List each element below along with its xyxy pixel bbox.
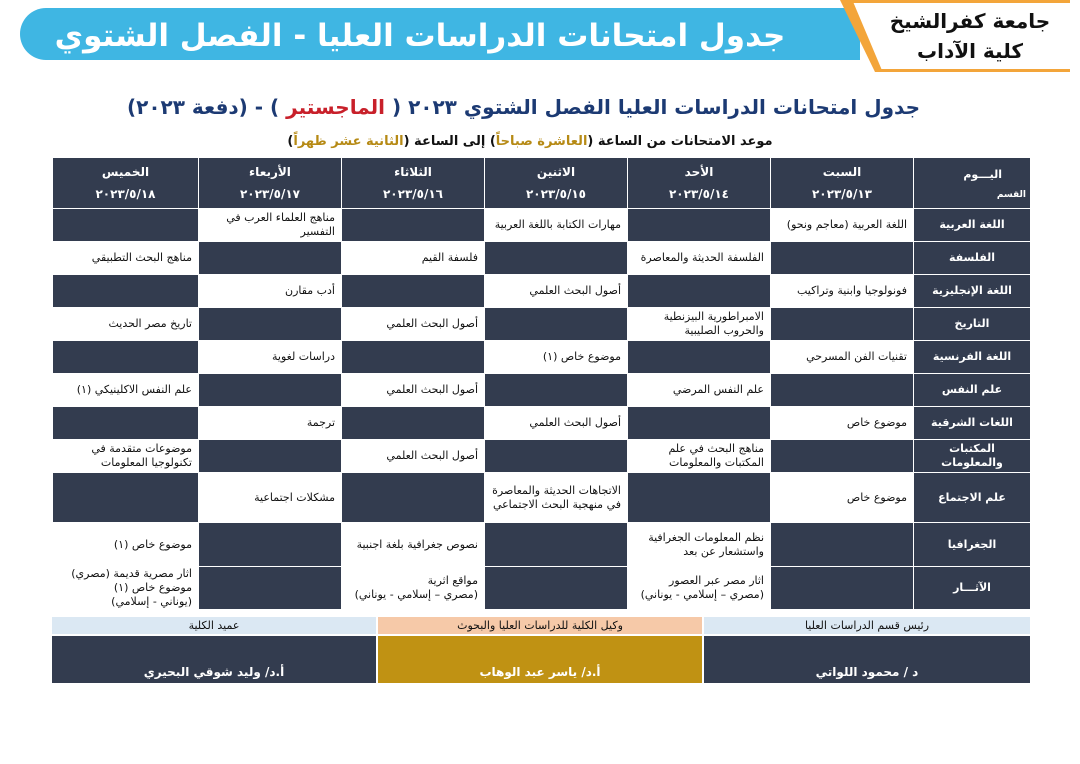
schedule-cell-empty <box>485 242 628 275</box>
table-row-geography <box>53 523 1031 567</box>
schedule-cell-empty <box>628 209 771 242</box>
exam-schedule-table <box>52 157 1031 610</box>
schedule-cell: نصوص جغرافية بلغة اجنبية <box>342 523 485 567</box>
schedule-cell-empty <box>342 209 485 242</box>
schedule-cell: أصول البحث العلمي <box>485 407 628 440</box>
subtitle-prefix: جدول امتحانات الدراسات العليا الفصل الشتوي ٢٠٢٣ ( <box>391 95 920 119</box>
dept-name: اللغات الشرقية <box>914 407 1031 440</box>
cell-line: مواقع اثرية <box>427 574 478 587</box>
table-row <box>53 407 1031 440</box>
schedule-cell: الاتجاهات الحديثة والمعاصرة في منهجية البحث الاجتماعي <box>485 473 628 523</box>
day-header-saturday <box>771 158 914 209</box>
end-time: الثانية عشر ظهراً <box>293 134 404 149</box>
schedule-cell-empty <box>771 440 914 473</box>
dept-name: اللغة الإنجليزية <box>914 275 1031 308</box>
day-header-wednesday <box>199 158 342 209</box>
schedule-cell <box>53 567 199 610</box>
subtitle-suffix: ) - (دفعة ٢٠٢٣) <box>126 95 280 119</box>
signature-name-vice-dean <box>378 636 702 683</box>
dept-name: علم النفس <box>914 374 1031 407</box>
time-middle: ) إلى الساعة ( <box>403 134 496 149</box>
dept-name: الفلسفة <box>914 242 1031 275</box>
schedule-cell <box>628 567 771 610</box>
schedule-cell: موضوعات متقدمة في تكنولوجيا المعلومات <box>53 440 199 473</box>
cell-line: اثار مصر عبر العصور <box>669 574 764 587</box>
schedule-cell-empty <box>53 275 199 308</box>
schedule-cell-empty <box>199 567 342 610</box>
exam-time-note <box>280 130 780 154</box>
schedule-cell-empty <box>342 341 485 374</box>
signature-title-head-of-dept: رئيس قسم الدراسات العليا <box>704 617 1030 634</box>
signature-name-dean <box>52 636 376 683</box>
schedule-cell-empty <box>485 308 628 341</box>
schedule-cell: مناهج البحث في علم المكتبات والمعلومات <box>628 440 771 473</box>
time-suffix: ) <box>287 134 294 149</box>
cell-line: (مصري – إسلامي - يوناني) <box>354 588 478 601</box>
day-date: ٢٠٢٣/٥/١٦ <box>382 187 444 201</box>
schedule-cell-empty <box>199 440 342 473</box>
schedule-cell: أصول البحث العلمي <box>485 275 628 308</box>
cell-line: موضوع خاص (١) <box>113 581 192 594</box>
day-name: الخميس <box>101 165 150 179</box>
dept-name: التاريخ <box>914 308 1031 341</box>
schedule-cell-empty <box>628 341 771 374</box>
schedule-cell: علم النفس الاكلينيكي (١) <box>53 374 199 407</box>
page-title: جدول امتحانات الدراسات العليا - الفصل الشتوي 2023 <box>54 18 786 98</box>
day-header-thursday <box>53 158 199 209</box>
schedule-cell-empty <box>771 308 914 341</box>
dept-name: اللغة العربية <box>914 209 1031 242</box>
schedule-cell <box>342 567 485 610</box>
schedule-cell-empty <box>485 523 628 567</box>
schedule-cell: تقنيات الفن المسرحي <box>771 341 914 374</box>
schedule-cell: موضوع خاص (١) <box>53 523 199 567</box>
schedule-cell: فونولوجيا وابنية وتراكيب <box>771 275 914 308</box>
schedule-cell-empty <box>199 308 342 341</box>
table-row <box>53 275 1031 308</box>
table-row <box>53 209 1031 242</box>
schedule-cell-empty <box>628 407 771 440</box>
schedule-cell-empty <box>342 473 485 523</box>
schedule-cell: موضوع خاص <box>771 407 914 440</box>
schedule-cell: مشكلات اجتماعية <box>199 473 342 523</box>
schedule-cell: موضوع خاص <box>771 473 914 523</box>
dept-name: علم الاجتماع <box>914 473 1031 523</box>
day-name: الثلاثاء <box>394 165 432 179</box>
schedule-cell-empty <box>771 567 914 610</box>
schedule-cell-empty <box>628 473 771 523</box>
dept-name: اللغة الفرنسية <box>914 341 1031 374</box>
schedule-cell-empty <box>53 407 199 440</box>
schedule-cell: أصول البحث العلمي <box>342 440 485 473</box>
time-prefix: موعد الامتحانات من الساعة ( <box>587 134 773 149</box>
day-name: الأحد <box>684 165 714 179</box>
dept-name: الآثـــار <box>914 567 1031 610</box>
cell-line: (مصري – إسلامي - يوناني) <box>640 588 764 601</box>
schedule-cell-empty <box>342 407 485 440</box>
day-header-tuesday <box>342 158 485 209</box>
schedule-cell-empty <box>771 523 914 567</box>
schedule-cell-empty <box>771 374 914 407</box>
signature-name: أ.د/ وليد شوقي البحيري <box>143 665 285 679</box>
signature-name: أ.د/ ياسر عبد الوهاب <box>479 665 601 679</box>
start-time: العاشرة صباحاً <box>495 134 588 149</box>
schedule-cell-empty <box>53 209 199 242</box>
schedule-cell-empty <box>53 341 199 374</box>
table-row <box>53 473 1031 523</box>
table-row <box>53 242 1031 275</box>
table-row <box>53 308 1031 341</box>
schedule-cell-empty <box>771 242 914 275</box>
cell-line: اثار مصرية قديمة (مصري) <box>71 567 192 580</box>
table-row-archaeology <box>53 567 1031 610</box>
schedule-cell: دراسات لغوية <box>199 341 342 374</box>
schedule-cell: ترجمة <box>199 407 342 440</box>
signature-name-head-of-dept <box>704 636 1030 683</box>
faculty-name: كلية الآداب <box>916 39 1023 63</box>
schedule-cell: اللغة العربية (معاجم ونحو) <box>771 209 914 242</box>
dept-name: المكتبات والمعلومات <box>914 440 1031 473</box>
schedule-cell-empty <box>485 374 628 407</box>
day-date: ٢٠٢٣/٥/١٣ <box>811 187 873 201</box>
day-date: ٢٠٢٣/٥/١٧ <box>239 187 301 201</box>
schedule-cell: أصول البحث العلمي <box>342 308 485 341</box>
schedule-cell: علم النفس المرضي <box>628 374 771 407</box>
schedule-cell: مهارات الكتابة باللغة العربية <box>485 209 628 242</box>
table-row <box>53 374 1031 407</box>
day-header-monday <box>485 158 628 209</box>
university-name: جامعة كفرالشيخ <box>889 9 1051 33</box>
day-name: السبت <box>822 165 862 179</box>
degree-name: الماجستير <box>286 95 385 119</box>
signature-name: د / محمود اللواتي <box>815 665 919 679</box>
day-name: الاثنين <box>536 165 576 179</box>
signature-title-dean: عميد الكلية <box>52 617 376 634</box>
schedule-cell: تاريخ مصر الحديث <box>53 308 199 341</box>
day-date: ٢٠٢٣/٥/١٤ <box>668 187 730 201</box>
schedule-cell: الامبراطورية البيزنطية والحروب الصليبية <box>628 308 771 341</box>
schedule-cell-empty <box>485 440 628 473</box>
schedule-cell: فلسفة القيم <box>342 242 485 275</box>
cell-line: (يوناني - إسلامي) <box>111 595 192 608</box>
schedule-cell: موضوع خاص (١) <box>485 341 628 374</box>
schedule-cell: مناهج العلماء العرب في التفسير <box>199 209 342 242</box>
schedule-cell-empty <box>53 473 199 523</box>
schedule-cell-empty <box>199 374 342 407</box>
schedule-cell-empty <box>199 242 342 275</box>
corner-dept-label: القسم <box>996 190 1026 200</box>
corner-day-label: اليـــوم <box>963 168 1002 181</box>
signature-block <box>52 617 1030 683</box>
schedule-cell-empty <box>485 567 628 610</box>
schedule-cell-empty <box>628 275 771 308</box>
corner-header <box>914 158 1031 209</box>
schedule-cell: مناهج البحث التطبيقي <box>53 242 199 275</box>
schedule-cell: نظم المعلومات الجغرافية واستشعار عن بعد <box>628 523 771 567</box>
schedule-cell: أدب مقارن <box>199 275 342 308</box>
schedule-cell-empty <box>199 523 342 567</box>
day-date: ٢٠٢٣/٥/١٥ <box>525 187 587 201</box>
day-date: ٢٠٢٣/٥/١٨ <box>95 187 156 201</box>
table-row <box>53 341 1031 374</box>
schedule-cell: أصول البحث العلمي <box>342 374 485 407</box>
schedule-cell: الفلسفة الحديثة والمعاصرة <box>628 242 771 275</box>
schedule-cell-empty <box>342 275 485 308</box>
schedule-subtitle <box>126 92 920 122</box>
day-header-sunday <box>628 158 771 209</box>
day-name: الأربعاء <box>249 165 291 179</box>
signature-title-vice-dean: وكيل الكلية للدراسات العليا والبحوث <box>378 617 702 634</box>
table-row <box>53 440 1031 473</box>
dept-name: الجغرافيا <box>914 523 1031 567</box>
table-header-row <box>53 158 1031 209</box>
